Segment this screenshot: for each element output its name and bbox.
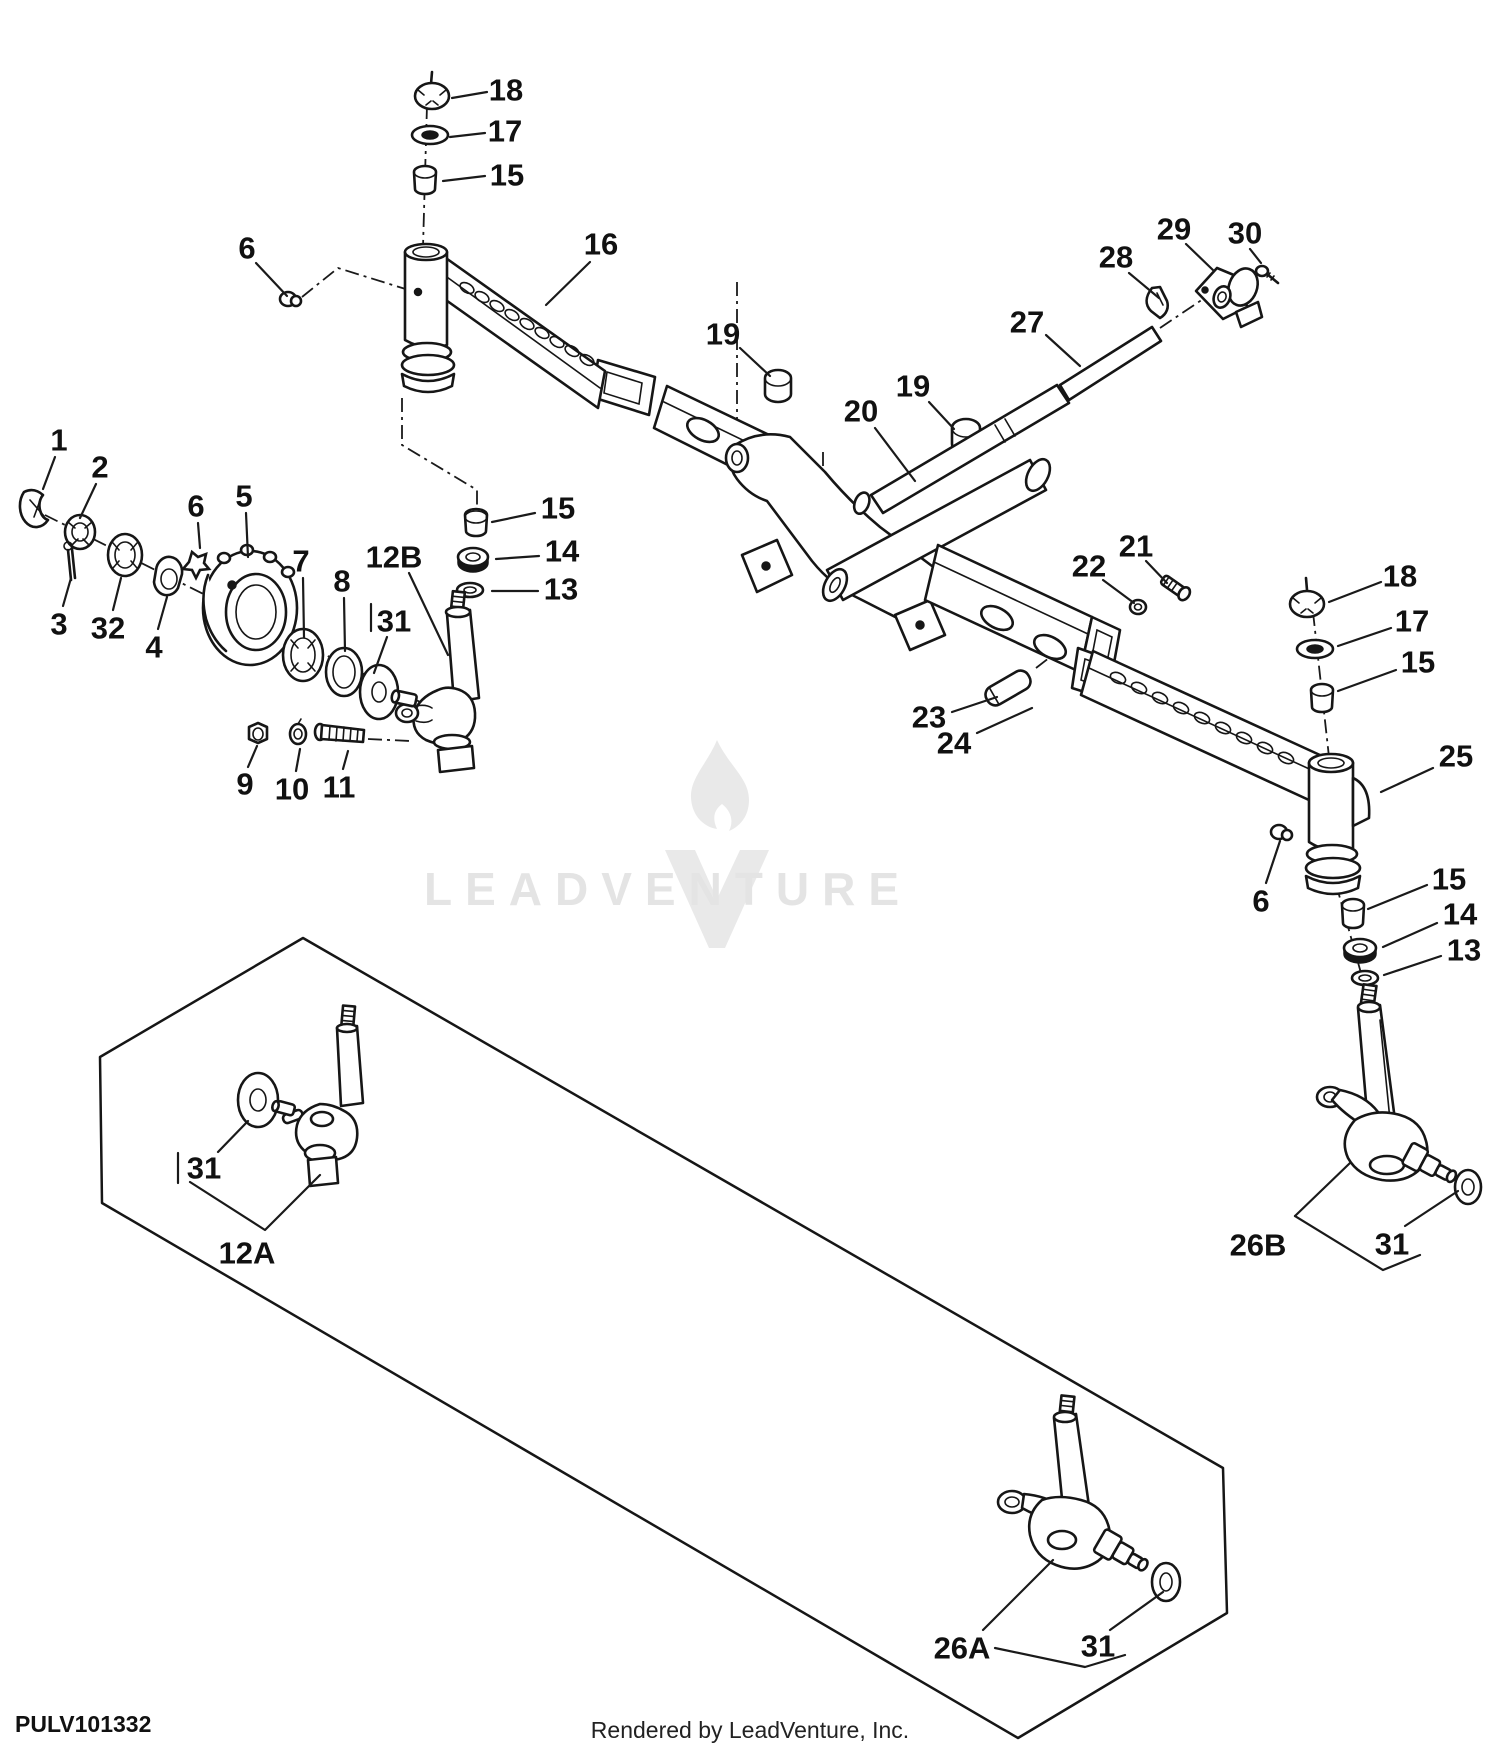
callout-29: 29 <box>1156 211 1192 247</box>
callout-15: 15 <box>489 157 525 193</box>
leader-line-15 <box>443 176 485 181</box>
leader-line-21 <box>1146 561 1167 583</box>
callout-20: 20 <box>843 393 879 429</box>
callout-13: 13 <box>543 571 579 607</box>
callout-14: 14 <box>1442 896 1478 932</box>
callout-21: 21 <box>1118 528 1154 564</box>
callout-6: 6 <box>187 488 205 524</box>
pivot-pin-23-24 <box>982 667 1034 708</box>
footer <box>15 1711 909 1743</box>
leader-line-15 <box>492 513 535 522</box>
leader-line-7 <box>303 578 304 637</box>
leader-line-18 <box>1329 582 1381 602</box>
kingpin-bolt-row <box>249 719 364 744</box>
leader-line-19 <box>740 348 770 376</box>
callout-12B: 12B <box>365 539 423 575</box>
callout-2: 2 <box>91 449 109 485</box>
callout-31: 31 <box>186 1150 222 1186</box>
leader-line-32 <box>113 578 121 610</box>
callout-17: 17 <box>1394 603 1430 639</box>
leader-line-22 <box>1103 580 1134 603</box>
callout-27: 27 <box>1009 304 1045 340</box>
leader-line-16 <box>546 262 590 305</box>
leader-line-26B <box>1295 1163 1350 1216</box>
callout-15: 15 <box>540 490 576 526</box>
callout-24: 24 <box>936 725 972 761</box>
watermark-text: LEADVENTURE <box>423 863 913 915</box>
callout-15: 15 <box>1400 644 1436 680</box>
right-kingpin-hardware <box>1290 578 1333 712</box>
leadventure-watermark <box>424 740 912 948</box>
leader-line-6 <box>256 263 287 296</box>
leader-line-30 <box>1250 249 1261 263</box>
callout-19: 19 <box>705 316 741 352</box>
callout-9: 9 <box>236 766 254 802</box>
callout-4: 4 <box>145 629 163 665</box>
callout-18: 18 <box>488 72 524 108</box>
leader-line-6 <box>198 523 200 548</box>
callout-26B: 26B <box>1229 1227 1287 1263</box>
leader-line-11 <box>343 751 348 769</box>
callout-3: 3 <box>50 606 68 642</box>
leader-line-14 <box>1383 923 1437 947</box>
callout-17: 17 <box>487 113 523 149</box>
callout-31: 31 <box>1080 1628 1116 1664</box>
render-credit: Rendered by LeadVenture, Inc. <box>590 1717 910 1743</box>
hub-cluster <box>20 490 398 719</box>
callout-7: 7 <box>292 543 310 579</box>
leader-line-14 <box>496 556 539 559</box>
leader-line-13 <box>1384 956 1441 975</box>
callout-5: 5 <box>235 478 253 514</box>
leader-line-31 <box>218 1121 248 1152</box>
callout-14: 14 <box>544 533 580 569</box>
callout-15: 15 <box>1431 861 1467 897</box>
leader-line-4 <box>158 597 167 629</box>
callout-6: 6 <box>238 230 256 266</box>
callout-6: 6 <box>1252 883 1270 919</box>
flame-icon <box>691 740 749 831</box>
left-extension-beam <box>402 244 655 415</box>
leader-line-15 <box>1338 670 1396 691</box>
callout-1: 1 <box>50 422 68 458</box>
leader-line-17 <box>1338 628 1391 646</box>
leader-line-8 <box>344 598 345 651</box>
leader-line-18 <box>452 92 487 98</box>
callout-23: 23 <box>911 699 947 735</box>
callout-31: 31 <box>1374 1226 1410 1262</box>
callout-25: 25 <box>1438 738 1474 774</box>
leader-line-9 <box>248 746 257 767</box>
leader-line-12B <box>409 573 448 655</box>
left-kingpin-hardware <box>412 72 449 194</box>
leader-line-29 <box>1186 244 1214 271</box>
pinch-bolt-6-right <box>1271 825 1292 840</box>
callout-11: 11 <box>322 769 356 805</box>
drawing-code: PULV101332 <box>15 1711 152 1737</box>
leader-line-25 <box>1381 768 1433 792</box>
assembly-panel-outline <box>100 938 1227 1738</box>
leader-line-1 <box>43 457 55 489</box>
callout-26A: 26A <box>933 1630 991 1666</box>
callout-8: 8 <box>333 563 351 599</box>
callout-22: 22 <box>1071 548 1107 584</box>
callout-18: 18 <box>1382 558 1418 594</box>
leader-line-6 <box>1266 841 1280 883</box>
callout-28: 28 <box>1098 239 1134 275</box>
bolt-30 <box>1256 266 1278 283</box>
leader-line-20 <box>875 428 915 481</box>
leader-line-10 <box>296 749 300 771</box>
callout-30: 30 <box>1227 215 1263 251</box>
callout-32: 32 <box>90 610 126 646</box>
leader-line-31 <box>1110 1592 1163 1630</box>
callout-19: 19 <box>895 368 931 404</box>
leader-line-15 <box>1368 885 1427 909</box>
axle-bolt-21-washer-22 <box>1130 573 1192 614</box>
pinch-bolt-6-top <box>280 292 301 306</box>
leader-line-19 <box>929 402 954 429</box>
leader-line-17 <box>450 133 485 137</box>
leader-line-26A <box>983 1560 1053 1630</box>
center-axle <box>654 386 1120 674</box>
knuckle-12A-assembly <box>238 1006 363 1186</box>
steering-valve-29 <box>1196 264 1263 327</box>
right-spindle-stack <box>1342 899 1378 985</box>
callout-10: 10 <box>274 771 310 807</box>
callout-16: 16 <box>583 226 619 262</box>
leader-line-24 <box>977 708 1032 733</box>
leader-line-28 <box>1129 273 1159 298</box>
leader-line-3 <box>63 578 71 606</box>
callout-13: 13 <box>1446 932 1482 968</box>
leader-line-31 <box>1405 1191 1458 1226</box>
callout-12A: 12A <box>218 1235 276 1271</box>
callout-31: 31 <box>376 603 412 639</box>
leader-line-27 <box>1046 335 1080 366</box>
leader-line-2 <box>80 484 96 518</box>
